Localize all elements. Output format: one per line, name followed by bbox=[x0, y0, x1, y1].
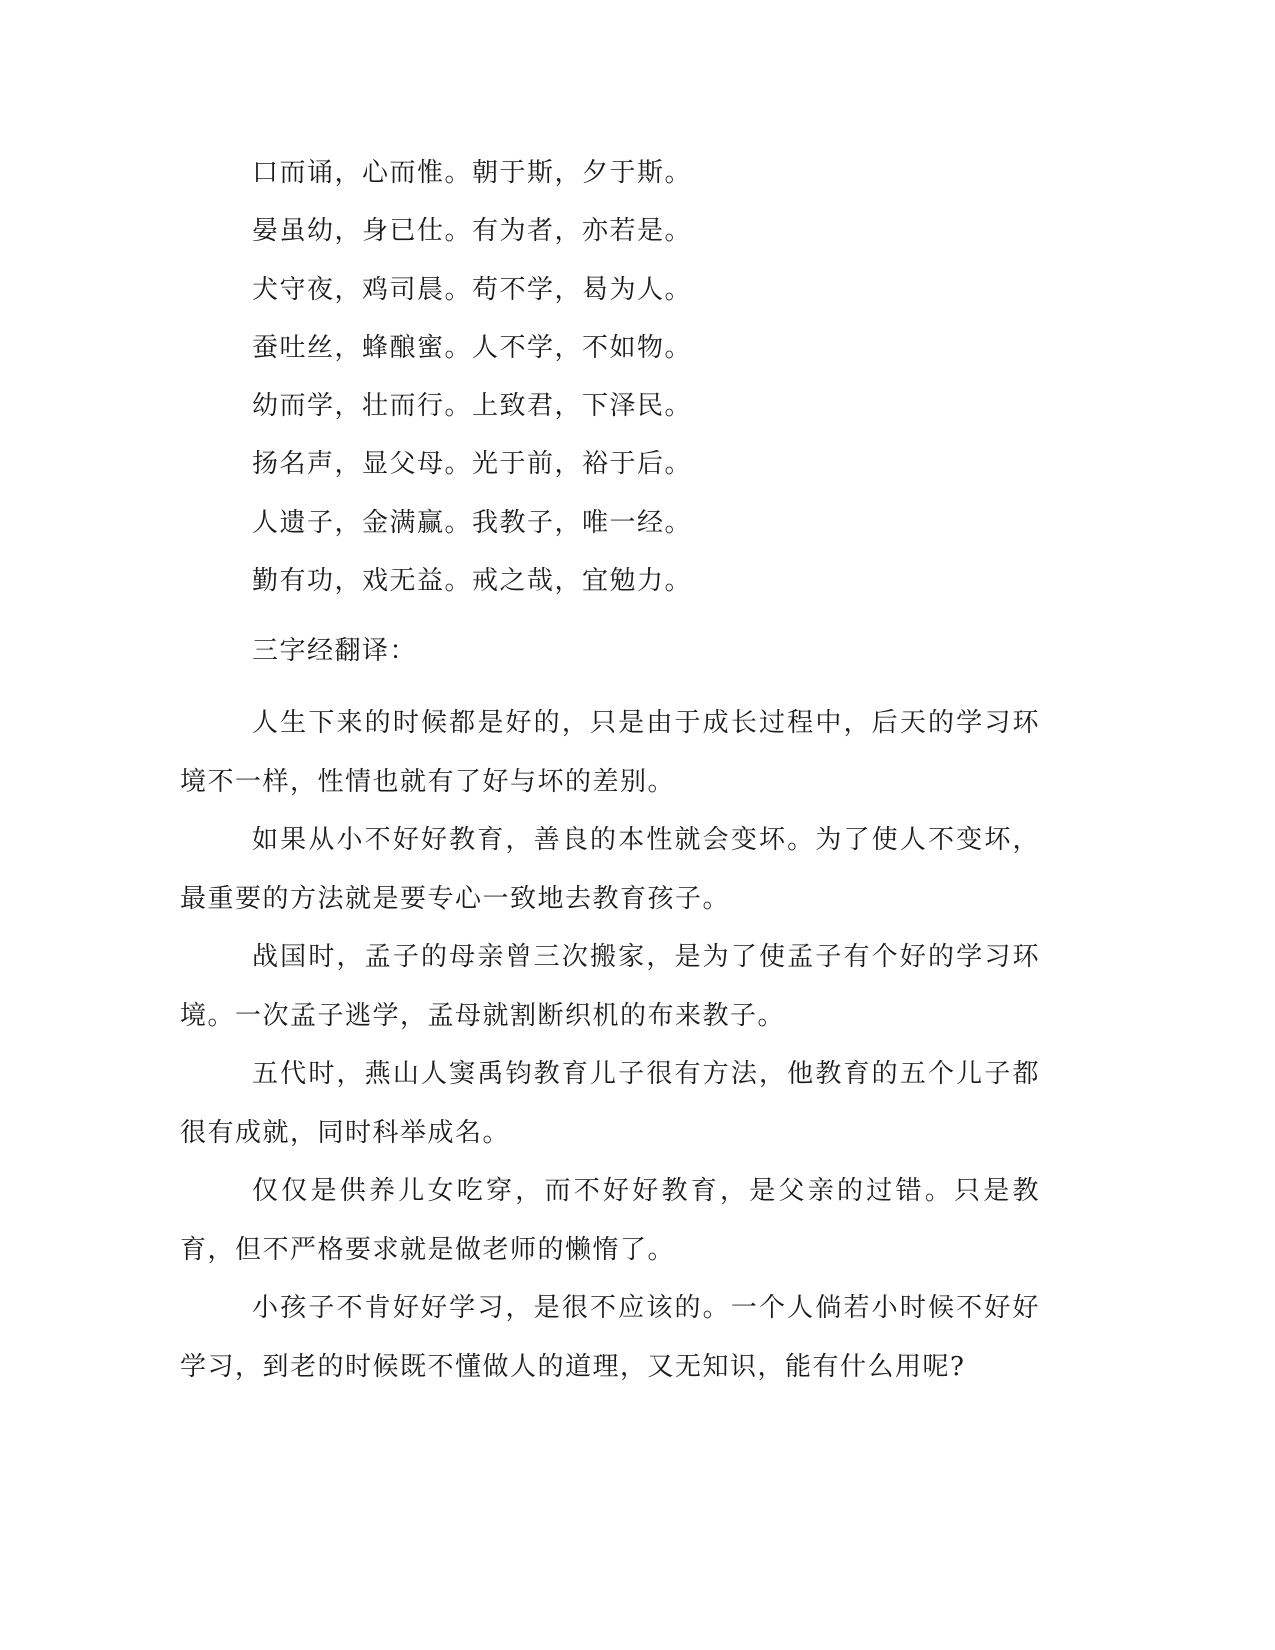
translation-body bbox=[180, 694, 1040, 1396]
translation-heading: 三字经翻译： bbox=[252, 636, 418, 666]
verse-line: 勤有功，戏无益。戒之哉，宜勉力。 bbox=[252, 566, 693, 597]
translation-paragraph: 小孩子不肯好好学习，是很不应该的。一个人倘若小时候不好好学习，到老的时候既不懂做人的道理，又无知识，能有什么用呢? bbox=[180, 1293, 1040, 1382]
verse-line: 人遗子，金满赢。我教子，唯一经。 bbox=[252, 507, 693, 538]
translation-paragraph: 战国时，孟子的母亲曾三次搬家，是为了使孟子有个好的学习环境。一次孟子逃学，孟母就割断织机的布来教子。 bbox=[180, 942, 1040, 1031]
translation-paragraph: 五代时，燕山人窦禹钧教育儿子很有方法，他教育的五个儿子都很有成就，同时科举成名。 bbox=[180, 1059, 1040, 1148]
verse-line: 幼而学，壮而行。上致君，下泽民。 bbox=[252, 391, 693, 422]
verse-list bbox=[252, 158, 1052, 624]
translation-paragraph: 仅仅是供养儿女吃穿，而不好好教育，是父亲的过错。只是教育，但不严格要求就是做老师的懒惰了。 bbox=[180, 1176, 1040, 1265]
translation-paragraph: 人生下来的时候都是好的，只是由于成长过程中，后天的学习环境不一样，性情也就有了好与坏的差别。 bbox=[180, 708, 1040, 797]
verse-line: 扬名声，显父母。光于前，裕于后。 bbox=[252, 449, 693, 480]
verse-line: 晏虽幼，身已仕。有为者，亦若是。 bbox=[252, 216, 693, 247]
verse-line: 蚕吐丝，蜂酿蜜。人不学，不如物。 bbox=[252, 332, 693, 363]
translation-paragraph: 如果从小不好好教育，善良的本性就会变坏。为了使人不变坏，最重要的方法就是要专心一致地去教育孩子。 bbox=[180, 825, 1040, 914]
verse-line: 犬守夜，鸡司晨。苟不学，曷为人。 bbox=[252, 274, 693, 305]
verse-line: 口而诵，心而惟。朝于斯，夕于斯。 bbox=[252, 158, 693, 188]
